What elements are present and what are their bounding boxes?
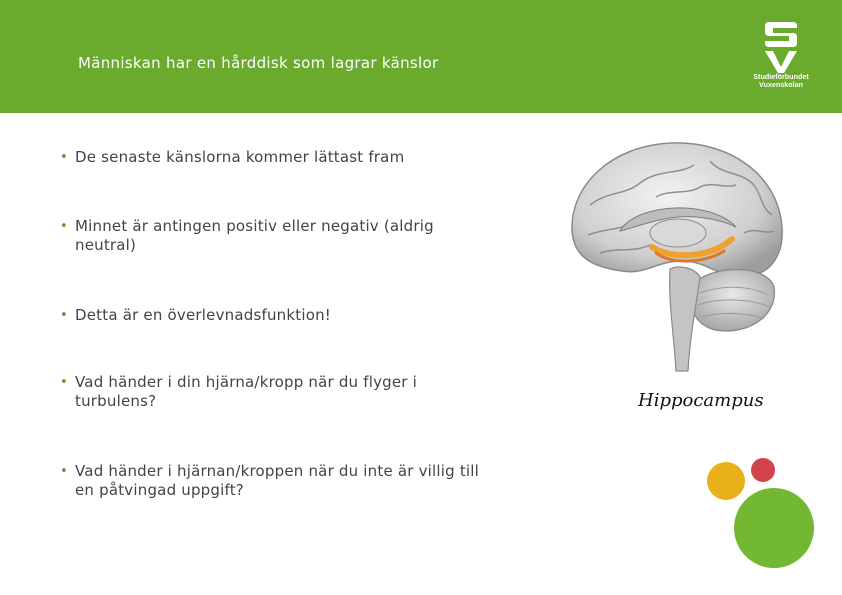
bullet-item-4 [60, 373, 440, 411]
bullet-dot-icon: • [60, 308, 68, 323]
bullet-dot-icon: • [60, 464, 68, 479]
bullet-dot-icon: • [60, 219, 68, 234]
yellow-circle-decoration [707, 462, 745, 500]
bullet-dot-icon: • [60, 375, 68, 390]
bullet-text: Detta är en överlevnadsfunktion! [75, 306, 332, 324]
bullet-item-2 [60, 217, 460, 255]
logo-text [745, 73, 817, 89]
bullet-text: Vad händer i din hjärna/kropp när du flyger i turbulens? [75, 373, 418, 410]
slide-title: Människan har en hårddisk som lagrar känslor [78, 54, 439, 72]
brain-illustration [560, 135, 800, 375]
bullet-text: Vad händer i hjärnan/kroppen när du inte är villig till en påtvingad uppgift? [75, 462, 480, 499]
bullet-text: De senaste känslorna kommer lättast fram [75, 148, 405, 166]
bullet-item-1 [60, 148, 490, 167]
hippocampus-caption: Hippocampus [638, 390, 764, 411]
logo-line-1: Studieförbundet [753, 72, 809, 81]
bullet-item-5 [60, 462, 480, 500]
bullet-text: Minnet är antingen positiv eller negativ (aldrig neutral) [75, 217, 434, 254]
bullet-item-3 [60, 306, 490, 325]
logo-line-2: Vuxenskolan [758, 80, 804, 89]
red-circle-decoration [751, 458, 775, 482]
green-circle-decoration [734, 488, 814, 568]
bullet-dot-icon: • [60, 150, 68, 165]
header-bar [0, 0, 842, 113]
